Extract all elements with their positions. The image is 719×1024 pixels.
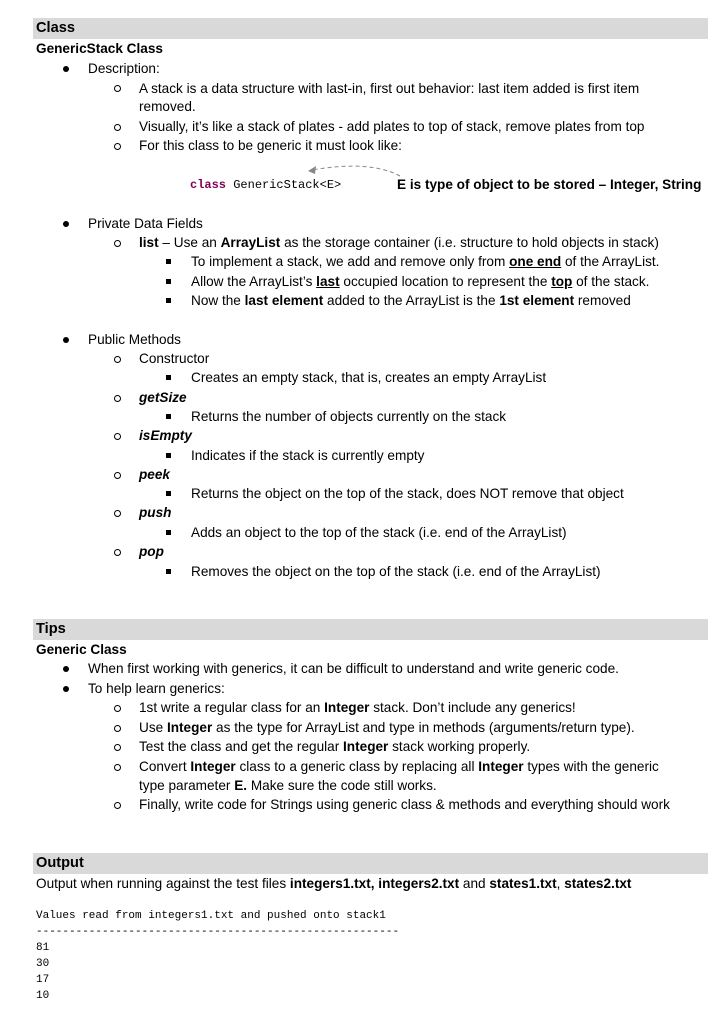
- console-title: Values read from integers1.txt and pushed onto stack1: [36, 910, 386, 922]
- square-bullet-icon: [166, 375, 171, 380]
- square-bullet-icon: [166, 414, 171, 419]
- method-name: push: [139, 505, 172, 520]
- square-bullet-icon: [166, 453, 171, 458]
- circle-bullet-icon: [114, 124, 121, 131]
- code-keyword: class: [190, 178, 227, 192]
- method-name: isEmpty: [139, 428, 192, 443]
- list-detail: Allow the ArrayList’s last occupied location to represent the top of the stack.: [191, 274, 650, 289]
- circle-bullet-icon: [114, 472, 121, 479]
- description-item: A stack is a data structure with last-in, first out behavior: last item added is first item: [139, 81, 640, 96]
- description-item-cont: removed.: [139, 99, 196, 114]
- circle-bullet-icon: [114, 802, 121, 809]
- circle-bullet-icon: [114, 395, 121, 402]
- console-value: 10: [36, 990, 50, 1002]
- tip-step: Convert Integer class to a generic class by replacing all Integer types with the generic: [139, 759, 659, 774]
- method-desc: Creates an empty stack, that is, creates an empty ArrayList: [191, 370, 547, 385]
- tips-section-header: Tips: [33, 619, 708, 640]
- bullet-icon: [63, 337, 69, 343]
- circle-bullet-icon: [114, 764, 121, 771]
- private-fields-label: Private Data Fields: [88, 216, 203, 231]
- description-label: Description:: [88, 61, 160, 76]
- tip-step: Finally, write code for Strings using generic class & methods and everything should work: [139, 797, 670, 812]
- circle-bullet-icon: [114, 744, 121, 751]
- console-value: 30: [36, 958, 50, 970]
- method-desc: Removes the object on the top of the stack (i.e. end of the ArrayList): [191, 564, 601, 579]
- method-desc: Adds an object to the top of the stack (i.e. end of the ArrayList): [191, 525, 567, 540]
- square-bullet-icon: [166, 298, 171, 303]
- tip-item: To help learn generics:: [88, 681, 225, 696]
- output-section-header: Output: [33, 853, 708, 874]
- list-detail: To implement a stack, we add and remove only from one end of the ArrayList.: [191, 254, 660, 269]
- console-rule: -------------------------------------------------------: [36, 926, 400, 938]
- output-intro: Output when running against the test files integers1.txt, integers2.txt and states1.txt, states2.txt: [36, 876, 632, 891]
- square-bullet-icon: [166, 279, 171, 284]
- tip-step: Use Integer as the type for ArrayList and type in methods (arguments/return type).: [139, 720, 635, 735]
- code-note: E is type of object to be stored – Integer, String: [397, 177, 702, 192]
- method-desc: Returns the object on the top of the stack, does NOT remove that object: [191, 486, 624, 501]
- circle-bullet-icon: [114, 85, 121, 92]
- method-name: peek: [139, 467, 170, 482]
- list-field: list – Use an ArrayList as the storage container (i.e. structure to hold objects in stack): [139, 235, 659, 250]
- method-desc: Returns the number of objects currently on the stack: [191, 409, 507, 424]
- public-methods-label: Public Methods: [88, 332, 181, 347]
- description-item: Visually, it’s like a stack of plates - add plates to top of stack, remove plates from top: [139, 119, 645, 134]
- tip-step: Test the class and get the regular Integer stack working properly.: [139, 739, 531, 754]
- list-detail: Now the last element added to the ArrayList is the 1st element removed: [191, 293, 631, 308]
- circle-bullet-icon: [114, 549, 121, 556]
- description-item: For this class to be generic it must look like:: [139, 138, 402, 153]
- square-bullet-icon: [166, 491, 171, 496]
- method-name: getSize: [139, 390, 187, 405]
- method-name: Constructor: [139, 351, 210, 366]
- console-value: 81: [36, 942, 50, 954]
- circle-bullet-icon: [114, 510, 121, 517]
- method-name: pop: [139, 544, 164, 559]
- tip-step: 1st write a regular class for an Integer stack. Don’t include any generics!: [139, 700, 576, 715]
- tips-subheader: Generic Class: [36, 642, 127, 657]
- circle-bullet-icon: [114, 143, 121, 150]
- square-bullet-icon: [166, 569, 171, 574]
- bullet-icon: [63, 221, 69, 227]
- square-bullet-icon: [166, 530, 171, 535]
- circle-bullet-icon: [114, 705, 121, 712]
- console-value: 17: [36, 974, 50, 986]
- bullet-icon: [63, 686, 69, 692]
- class-subheader: GenericStack Class: [36, 41, 163, 56]
- tip-step-cont: type parameter E. Make sure the code still works.: [139, 778, 437, 793]
- circle-bullet-icon: [114, 240, 121, 247]
- code-declaration: [190, 176, 341, 194]
- square-bullet-icon: [166, 259, 171, 264]
- circle-bullet-icon: [114, 356, 121, 363]
- circle-bullet-icon: [114, 725, 121, 732]
- circle-bullet-icon: [114, 433, 121, 440]
- tip-item: When first working with generics, it can be difficult to understand and write generic code.: [88, 661, 619, 676]
- code-class-name: GenericStack<E>: [226, 178, 342, 192]
- bullet-icon: [63, 66, 69, 72]
- class-section-header: Class: [33, 18, 708, 39]
- bullet-icon: [63, 666, 69, 672]
- method-desc: Indicates if the stack is currently empty: [191, 448, 425, 463]
